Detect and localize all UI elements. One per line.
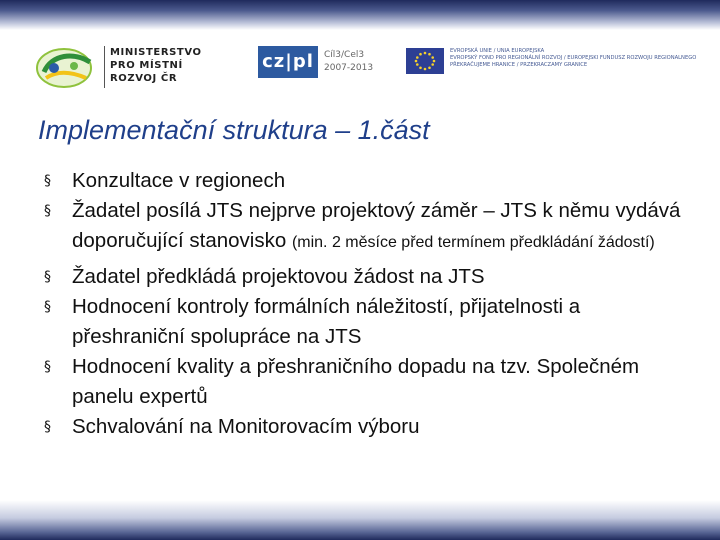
bullet-text: Žadatel posílá JTS nejprve projektový záměr – JTS k němu vydává doporučující stanovisko <box>72 199 681 252</box>
mmr-divider <box>104 46 105 88</box>
czpl-mark-cz: cz <box>262 51 286 72</box>
bullet-text: Konzultace v regionech <box>72 169 286 192</box>
bullet-note: (min. 2 měsíce před termínem předkládání žádostí) <box>291 234 655 251</box>
bullet-marker: § <box>44 173 51 189</box>
bullet-item <box>44 412 684 442</box>
eu-text <box>450 48 700 69</box>
eu-line: PŘEKRAČUJEME HRANICE / PRZEKRACZAMY GRANICE <box>450 62 588 68</box>
bullet-list <box>44 166 684 442</box>
bullet-marker: § <box>44 269 51 285</box>
eu-logo <box>406 48 696 78</box>
mmr-line: ROZVOJ ČR <box>110 73 178 84</box>
czpl-mark-pl: pl <box>292 51 314 72</box>
bullet-marker: § <box>44 299 51 315</box>
bullet-item <box>44 196 684 258</box>
bullet-marker: § <box>44 203 51 219</box>
czpl-subtitle <box>324 49 373 75</box>
czpl-logo <box>258 46 388 82</box>
mmr-logo <box>34 44 214 92</box>
slide-title: Implementační struktura – 1.část <box>38 115 430 145</box>
czpl-mark: cz|pl <box>258 46 318 78</box>
bullet-item <box>44 262 684 292</box>
bullet-text: Hodnocení kontroly formálních náležitostí, přijatelnosti a přeshraniční spolupráce na JTS <box>72 295 581 348</box>
bullet-text: Schvalování na Monitorovacím výboru <box>72 415 420 438</box>
mmr-wordmark <box>110 46 202 85</box>
mmr-line: MINISTERSTVO <box>110 47 202 58</box>
bullet-marker: § <box>44 419 51 435</box>
bottom-gradient-band <box>0 500 720 540</box>
bullet-marker: § <box>44 359 51 375</box>
bullet-text: Hodnocení kvality a přeshraničního dopadu na tzv. Společném panelu expertů <box>72 355 640 408</box>
mmr-emblem-icon <box>34 44 100 90</box>
bullet-item <box>44 352 684 412</box>
bullet-text: Žadatel předkládá projektovou žádost na JTS <box>72 265 485 288</box>
top-gradient-band <box>0 0 720 30</box>
eu-line: EVROPSKÁ UNIE / UNIA EUROPEJSKA <box>450 48 545 54</box>
bullet-item <box>44 292 684 352</box>
eu-line: EVROPSKÝ FOND PRO REGIONÁLNÍ ROZVOJ / EUROPEJSKI FUNDUSZ ROZWOJU REGIONALNEGO <box>450 55 697 61</box>
czpl-line: 2007-2013 <box>324 63 374 73</box>
eu-flag-icon <box>406 48 444 74</box>
mmr-line: PRO MÍSTNÍ <box>110 60 183 71</box>
czpl-line: Cíl3/Cel3 <box>324 50 365 60</box>
bullet-item <box>44 166 684 196</box>
